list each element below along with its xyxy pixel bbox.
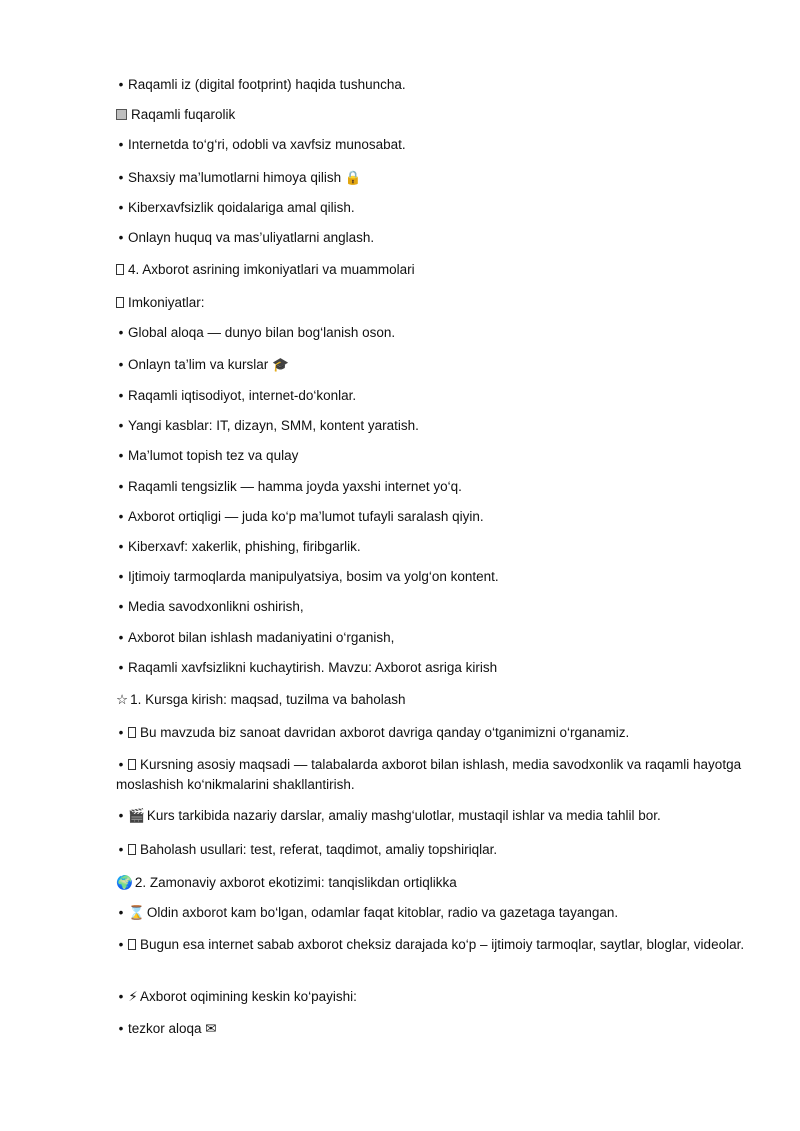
heading-line	[116, 690, 756, 710]
bullet-item	[116, 987, 756, 1007]
bullet-item	[116, 723, 756, 743]
lightning-icon: ⚡	[128, 989, 138, 1004]
bullet-item	[116, 755, 756, 795]
line-text: Global aloqa — dunyo bilan bog‘lanish oson.	[128, 325, 396, 340]
bullet-item	[116, 135, 756, 155]
line-text: Media savodxonlikni oshirish,	[128, 599, 304, 614]
bullet-item	[116, 935, 756, 955]
star-icon: ☆	[116, 692, 129, 707]
bullet-item	[116, 323, 756, 343]
bullet-item	[116, 658, 756, 678]
line-text: 2. Zamonaviy axborot ekotizimi: tanqislikdan ortiqlikka	[134, 875, 457, 890]
line-text: Raqamli fuqarolik	[131, 107, 236, 122]
bullet-item	[116, 75, 756, 95]
line-text: Yangi kasblar: IT, dizayn, SMM, kontent yaratish.	[128, 418, 419, 433]
bullet-item	[116, 386, 756, 406]
line-text: Bugun esa internet sabab axborot cheksiz darajada ko‘p – ijtimoiy tarmoqlar, saytlar, bloglar, videolar.	[140, 937, 745, 952]
bullet-marker: •	[118, 808, 124, 823]
line-text: Kiberxavf: xakerlik, phishing, firibgarlik.	[128, 539, 361, 554]
bullet-item	[116, 840, 756, 860]
bullet-marker: •	[118, 905, 124, 920]
bullet-item	[116, 477, 756, 497]
heading-line	[116, 293, 756, 313]
line-text: Raqamli xavfsizlikni kuchaytirish. Mavzu: Axborot asriga kirish	[128, 660, 498, 675]
bullet-item	[116, 198, 756, 218]
bullet-marker: •	[118, 509, 124, 524]
bullet-marker: •	[118, 77, 124, 92]
bullet-item	[116, 903, 756, 923]
bullet-marker: •	[118, 757, 124, 772]
missing-glyph-icon	[128, 759, 136, 770]
line-text: Imkoniyatlar:	[128, 295, 205, 310]
line-text: Internetda to‘g‘ri, odobli va xavfsiz munosabat.	[128, 137, 406, 152]
bullet-item	[116, 446, 756, 466]
heading-line	[116, 873, 756, 893]
line-text: Ijtimoiy tarmoqlarda manipulyatsiya, bosim va yolg‘on kontent.	[128, 569, 499, 584]
bullet-item	[116, 355, 756, 375]
bullet-item	[116, 168, 756, 188]
globe-icon: 🌍	[116, 875, 133, 890]
line-text: Axborot bilan ishlash madaniyatini o‘rganish,	[128, 630, 395, 645]
bullet-marker: •	[118, 989, 124, 1004]
bullet-item	[116, 537, 756, 557]
bullet-item	[116, 597, 756, 617]
line-text: Onlayn ta’lim va kurslar 🎓	[128, 357, 289, 372]
bullet-marker: •	[118, 448, 124, 463]
line-text: Raqamli iqtisodiyot, internet-do‘konlar.	[128, 388, 357, 403]
bullet-marker: •	[118, 479, 124, 494]
bullet-item	[116, 567, 756, 587]
bullet-marker: •	[118, 1021, 124, 1036]
bullet-marker: •	[118, 325, 124, 340]
line-text: Ma’lumot topish tez va qulay	[128, 448, 299, 463]
line-text: Raqamli tengsizlik — hamma joyda yaxshi internet yo‘q.	[128, 479, 462, 494]
bullet-item	[116, 806, 756, 826]
bullet-marker: •	[118, 937, 124, 952]
bullet-marker: •	[118, 418, 124, 433]
bullet-marker: •	[118, 630, 124, 645]
line-text: Oldin axborot kam bo‘lgan, odamlar faqat kitoblar, radio va gazetaga tayangan.	[146, 905, 619, 920]
missing-glyph-icon	[128, 727, 136, 738]
bullet-marker: •	[118, 725, 124, 740]
line-text: Shaxsiy ma’lumotlarni himoya qilish 🔒	[128, 170, 362, 185]
missing-glyph-icon	[116, 297, 124, 308]
bullet-marker: •	[118, 200, 124, 215]
bullet-marker: •	[118, 170, 124, 185]
line-text: Bu mavzuda biz sanoat davridan axborot davriga qanday o‘tganimizni o‘rganamiz.	[140, 725, 630, 740]
missing-glyph-icon	[128, 939, 136, 950]
bullet-item	[116, 416, 756, 436]
bullet-marker: •	[118, 388, 124, 403]
heading-line	[116, 105, 756, 125]
line-text: Onlayn huquq va mas’uliyatlarni anglash.	[128, 230, 375, 245]
hourglass-icon: ⌛	[128, 905, 145, 920]
bullet-marker: •	[118, 599, 124, 614]
clapper-icon: 🎬	[128, 808, 145, 823]
bullet-item	[116, 228, 756, 248]
bullet-item	[116, 628, 756, 648]
bullet-marker: •	[118, 357, 124, 372]
bullet-item	[116, 507, 756, 527]
line-text: tezkor aloqa ✉	[128, 1021, 217, 1036]
line-text: 1. Kursga kirish: maqsad, tuzilma va baholash	[130, 692, 406, 707]
bullet-marker: •	[118, 660, 124, 675]
line-text: Kiberxavfsizlik qoidalariga amal qilish.	[128, 200, 355, 215]
line-text: Raqamli iz (digital footprint) haqida tushuncha.	[128, 77, 406, 92]
line-text: Axborot ortiqligi — juda ko‘p ma’lumot tufayli saralash qiyin.	[128, 509, 484, 524]
missing-glyph-icon	[128, 844, 136, 855]
line-text: Baholash usullari: test, referat, taqdimot, amaliy topshiriqlar.	[140, 842, 498, 857]
line-text: 4. Axborot asrining imkoniyatlari va muammolari	[128, 262, 415, 277]
line-text: Kurs tarkibida nazariy darslar, amaliy mashg‘ulotlar, mustaqil ishlar va media tahlil bor.	[146, 808, 661, 823]
line-text: Kursning asosiy maqsadi — talabalarda axborot bilan ishlash, media savodxonlik va raqamli hayotga moslashish ko‘nikmalarini shakllantirish.	[116, 757, 742, 792]
bullet-marker: •	[118, 539, 124, 554]
bullet-marker: •	[118, 137, 124, 152]
square-icon	[116, 109, 127, 120]
bullet-marker: •	[118, 842, 124, 857]
heading-line	[116, 260, 756, 280]
bullet-item	[116, 1019, 756, 1039]
missing-glyph-icon	[116, 264, 124, 275]
bullet-marker: •	[118, 569, 124, 584]
bullet-marker: •	[118, 230, 124, 245]
line-text: Axborot oqimining keskin ko‘payishi:	[140, 989, 357, 1004]
